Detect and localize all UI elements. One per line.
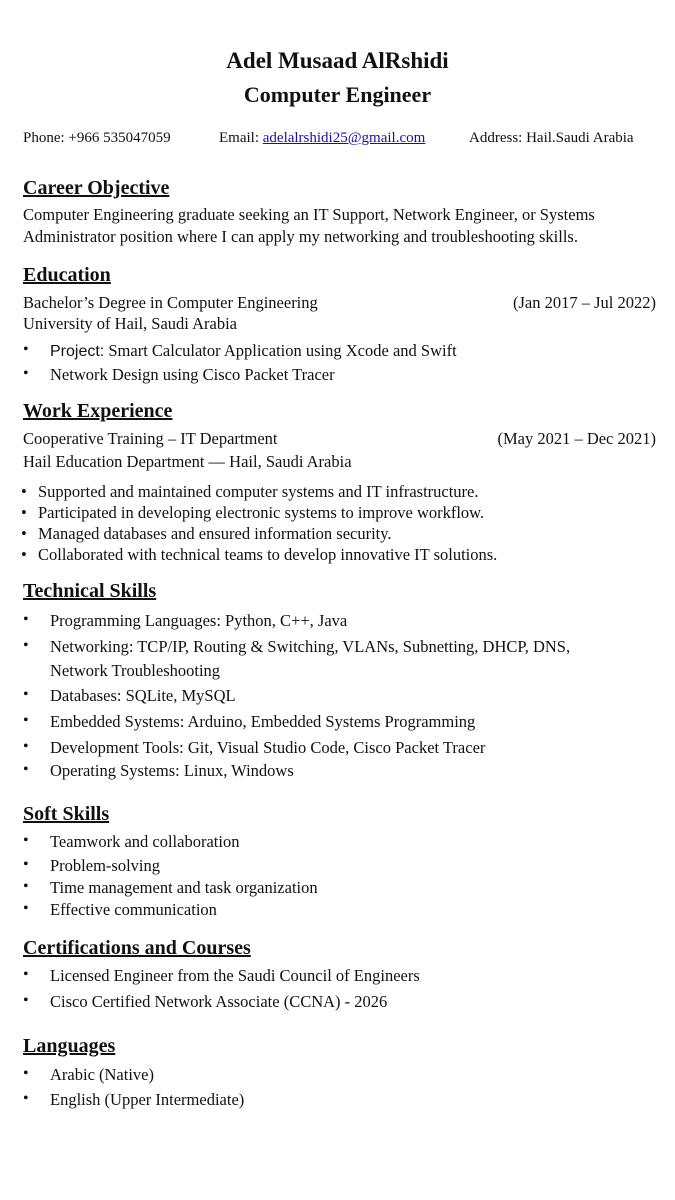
education-school: University of Hail, Saudi Arabia — [23, 314, 238, 333]
experience-bullet: Supported and maintained computer systems and IT infrastructure. — [38, 482, 479, 501]
section-heading-languages: Languages — [23, 1035, 116, 1057]
experience-bullet: Managed databases and ensured information security. — [38, 524, 392, 543]
language-item: English (Upper Intermediate) — [50, 1090, 245, 1109]
bullet-icon: • — [23, 611, 29, 628]
skill-item: Embedded Systems: Arduino, Embedded Systems Programming — [50, 712, 476, 731]
project-text: Smart Calculator Application using Xcode and Swift — [108, 341, 457, 360]
contact-phone: Phone: +966 535047059 — [23, 130, 171, 146]
experience-role: Cooperative Training – IT Department — [23, 429, 278, 448]
section-heading-work-experience: Work Experience — [23, 400, 173, 422]
bullet-icon: • — [23, 738, 29, 755]
bullet-icon: • — [23, 686, 29, 703]
education-bullet: Network Design using Cisco Packet Tracer — [50, 365, 335, 384]
certification-item: Licensed Engineer from the Saudi Council of Engineers — [50, 966, 420, 985]
objective-line: Administrator position where I can apply my networking and troubleshooting skills. — [23, 227, 578, 246]
bullet-icon: • — [21, 503, 27, 522]
soft-skill-item: Time management and task organization — [50, 878, 318, 897]
bullet-icon: • — [23, 761, 29, 778]
skill-item: Databases: SQLite, MySQL — [50, 686, 236, 705]
certification-item: Cisco Certified Network Associate (CCNA) - 2026 — [50, 992, 388, 1011]
skill-item: Operating Systems: Linux, Windows — [50, 761, 294, 780]
bullet-icon: • — [23, 878, 29, 895]
experience-dates: (May 2021 – Dec 2021) — [497, 429, 656, 448]
bullet-icon: • — [23, 992, 29, 1009]
email-link[interactable]: adelalrshidi25@gmail.com — [262, 130, 426, 146]
objective-line: Computer Engineering graduate seeking an IT Support, Network Engineer, or Systems — [23, 205, 595, 224]
section-heading-technical-skills: Technical Skills — [23, 580, 157, 602]
skill-item: Development Tools: Git, Visual Studio Code, Cisco Packet Tracer — [50, 738, 486, 757]
bullet-icon: • — [23, 341, 29, 358]
section-heading-career-objective: Career Objective — [23, 177, 170, 199]
bullet-icon: • — [23, 900, 29, 917]
section-heading-education: Education — [23, 264, 111, 286]
bullet-icon: • — [23, 1090, 29, 1107]
education-project — [50, 341, 457, 361]
experience-bullet: Participated in developing electronic systems to improve workflow. — [38, 503, 485, 522]
skill-item: Programming Languages: Python, C++, Java — [50, 611, 348, 630]
contact-address: Address: Hail.Saudi Arabia — [469, 130, 634, 146]
experience-org: Hail Education Department — Hail, Saudi Arabia — [23, 452, 352, 471]
email-label: Email: — [219, 130, 259, 146]
bullet-icon: • — [23, 1065, 29, 1082]
project-label: Project: — [50, 343, 105, 360]
soft-skill-item: Teamwork and collaboration — [50, 832, 240, 851]
bullet-icon: • — [23, 712, 29, 729]
education-degree: Bachelor’s Degree in Computer Engineering — [23, 293, 318, 312]
contact-email — [219, 130, 425, 147]
language-item: Arabic (Native) — [50, 1065, 154, 1084]
section-heading-certifications: Certifications and Courses — [23, 937, 251, 959]
education-dates: (Jan 2017 – Jul 2022) — [513, 293, 656, 312]
bullet-icon: • — [23, 966, 29, 983]
skill-item: Networking: TCP/IP, Routing & Switching, VLANs, Subnetting, DHCP, DNS, — [50, 637, 571, 656]
bullet-icon: • — [21, 524, 27, 543]
skill-item-continued: Network Troubleshooting — [50, 661, 221, 680]
bullet-icon: • — [23, 637, 29, 654]
bullet-icon: • — [21, 482, 27, 501]
resume-title: Computer Engineer — [243, 82, 432, 107]
bullet-icon: • — [21, 545, 27, 564]
soft-skill-item: Effective communication — [50, 900, 217, 919]
bullet-icon: • — [23, 832, 29, 849]
bullet-icon: • — [23, 856, 29, 873]
soft-skill-item: Problem-solving — [50, 856, 160, 875]
bullet-icon: • — [23, 365, 29, 382]
experience-bullet: Collaborated with technical teams to develop innovative IT solutions. — [38, 545, 498, 564]
resume-name: Adel Musaad AlRshidi — [226, 48, 449, 73]
section-heading-soft-skills: Soft Skills — [23, 803, 110, 825]
